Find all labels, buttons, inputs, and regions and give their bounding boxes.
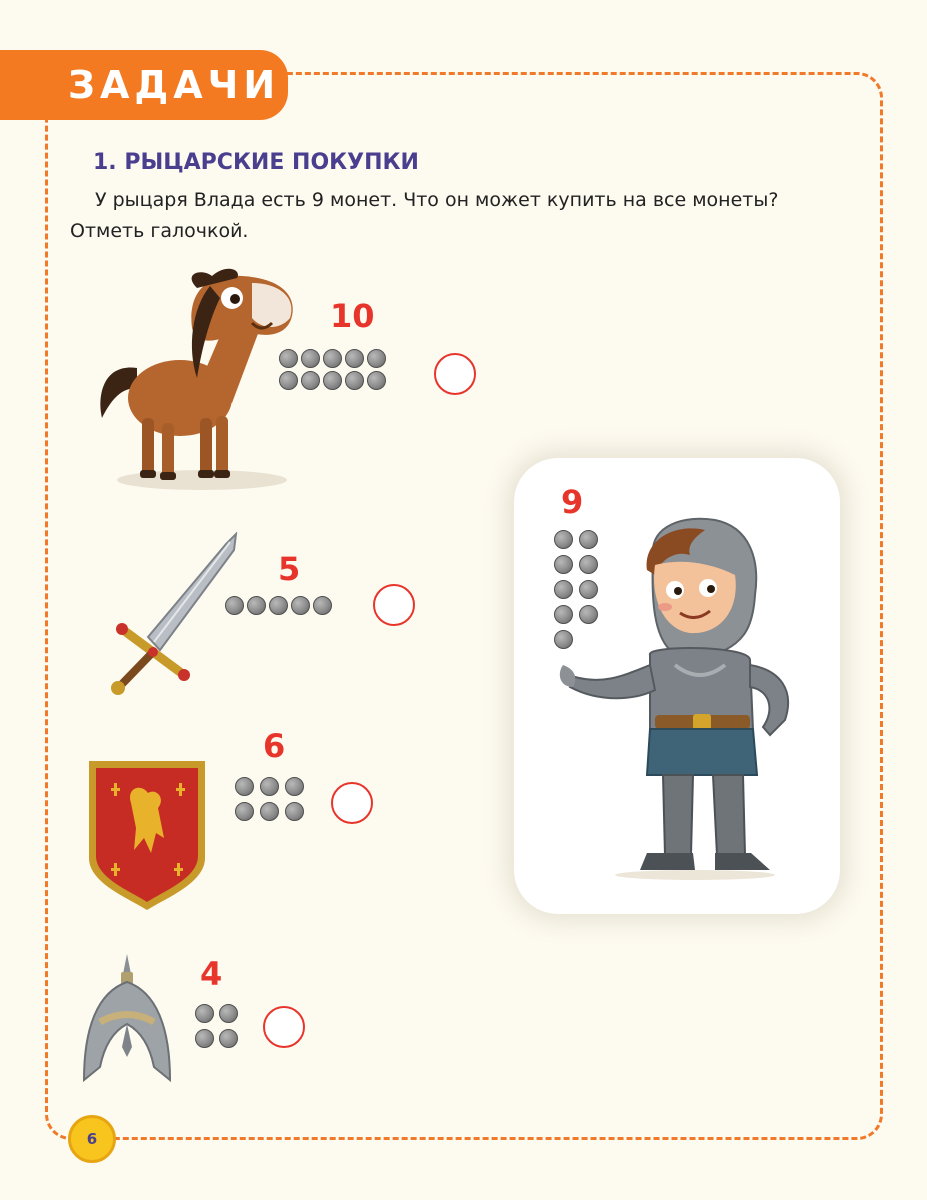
coin-icon [260, 777, 279, 796]
coin-icon [313, 596, 332, 615]
section-title: ЗАДАЧИ [68, 63, 281, 107]
checkbox-horse[interactable] [434, 353, 476, 395]
sword-icon [108, 532, 243, 697]
coin-icon [225, 596, 244, 615]
knight-coins-label: 9 [561, 483, 584, 521]
coin-icon [235, 802, 254, 821]
coin-icon [291, 596, 310, 615]
coin-icon [301, 371, 320, 390]
coin-icon [301, 349, 320, 368]
coin-icon [269, 596, 288, 615]
checkbox-helmet[interactable] [263, 1006, 305, 1048]
coin-icon [285, 777, 304, 796]
coin-group [195, 1004, 238, 1048]
coin-icon [260, 802, 279, 821]
item-price: 5 [278, 550, 301, 588]
coin-icon [195, 1004, 214, 1023]
coin-icon [235, 777, 254, 796]
coin-icon [367, 349, 386, 368]
section-tab [0, 50, 288, 120]
coin-icon [247, 596, 266, 615]
coin-icon [345, 371, 364, 390]
coin-icon [279, 349, 298, 368]
page-number-badge [68, 1115, 116, 1163]
coin-icon [219, 1029, 238, 1048]
item-price: 6 [263, 727, 286, 765]
checkbox-shield[interactable] [331, 782, 373, 824]
checkbox-sword[interactable] [373, 584, 415, 626]
coin-icon [279, 371, 298, 390]
page-number: 6 [86, 1130, 98, 1148]
item-price: 4 [200, 955, 223, 993]
task-title: 1. РЫЦАРСКИЕ ПОКУПКИ [93, 150, 419, 175]
coin-group [279, 349, 386, 390]
coin-icon [195, 1029, 214, 1048]
coin-icon [285, 802, 304, 821]
horse-icon [92, 268, 307, 498]
coin-icon [345, 349, 364, 368]
knight-icon [555, 515, 810, 880]
coin-icon [367, 371, 386, 390]
coin-icon [323, 349, 342, 368]
coin-icon [219, 1004, 238, 1023]
task-text: У рыцаря Влада есть 9 монет. Что он может купить на все монеты? Отметь галочкой. [70, 189, 779, 242]
helmet-icon [78, 952, 176, 1087]
coin-icon [323, 371, 342, 390]
coin-group [225, 596, 332, 615]
coin-group [235, 777, 304, 821]
item-price: 10 [330, 297, 375, 335]
shield-icon [86, 758, 208, 913]
